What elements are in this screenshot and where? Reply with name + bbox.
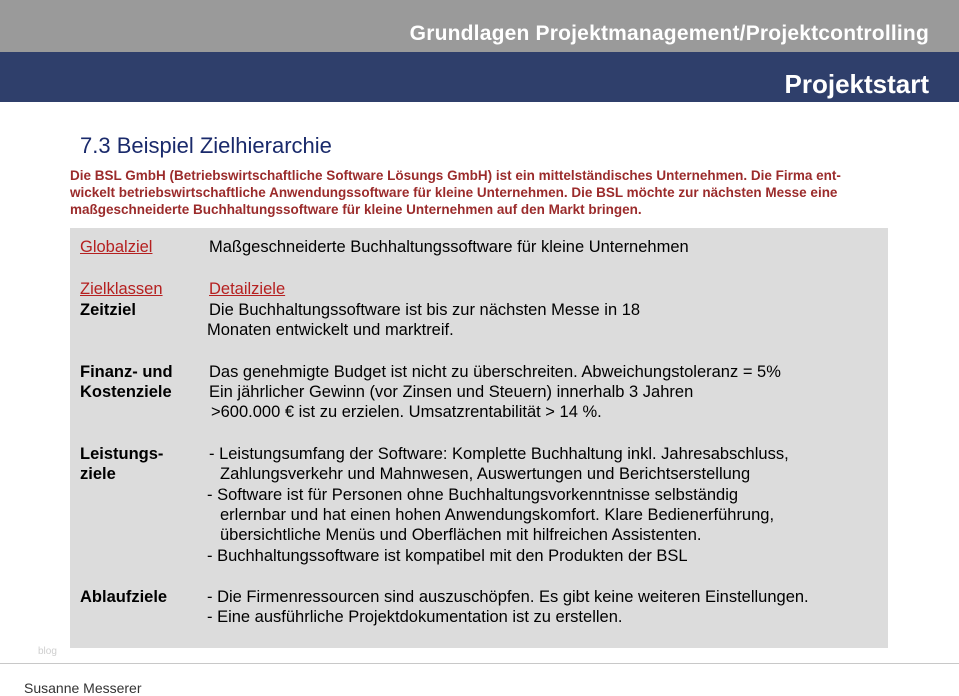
goal-hierarchy-box xyxy=(70,228,888,648)
detailziele-label: Detailziele xyxy=(209,280,286,298)
leistungsziele-line: - Buchhaltungssoftware ist kompatibel mit den Produkten der BSL xyxy=(207,547,688,565)
intro-line: maßgeschneiderte Buchhaltungssoftware für kleine Unternehmen auf den Markt bringen. xyxy=(70,202,642,217)
footer-divider xyxy=(0,663,959,664)
slide-title: Projektstart xyxy=(784,69,929,99)
zielklassen-label: Zielklassen xyxy=(80,280,163,298)
header-top-bar xyxy=(0,0,959,52)
leistungsziele-line: Zahlungsverkehr und Mahnwesen, Auswertungen und Berichtserstellung xyxy=(220,465,751,483)
ablaufziele-label: Ablaufziele xyxy=(80,588,168,606)
leistungsziele-line: - Leistungsumfang der Software: Komplette Buchhaltung inkl. Jahresabschluss, xyxy=(209,445,789,463)
intro-line: wickelt betriebswirtschaftliche Anwendungssoftware für kleine Unternehmen. Die BSL möchte zur nächsten Messe eine xyxy=(70,185,838,200)
leistungsziele-label-line: ziele xyxy=(80,465,116,483)
section-heading: 7.3 Beispiel Zielhierarchie xyxy=(80,133,332,158)
intro-paragraph xyxy=(70,167,930,218)
finanzziele-label-line: Kostenziele xyxy=(80,383,172,401)
finanzziele-line: >600.000 € ist zu erzielen. Umsatzrentabilität > 14 %. xyxy=(211,403,602,421)
leistungsziele-line: erlernbar und hat einen hohen Anwendungskomfort. Klare Bedienerführung, xyxy=(220,506,775,524)
footer-author: Susanne Messerer xyxy=(24,680,142,696)
zeitziel-label: Zeitziel xyxy=(80,301,136,319)
ablaufziele-line: - Die Firmenressourcen sind auszuschöpfen. Es gibt keine weiteren Einstellungen. xyxy=(207,588,809,606)
leistungsziele-label-line: Leistungs- xyxy=(80,445,164,463)
leistungsziele-line: übersichtliche Menüs und Oberflächen mit hilfreichen Assistenten. xyxy=(220,526,702,544)
finanzziele-line: Ein jährlicher Gewinn (vor Zinsen und Steuern) innerhalb 3 Jahren xyxy=(209,383,694,401)
zeitziel-line: Monaten entwickelt und marktreif. xyxy=(207,321,454,339)
ablaufziele-line: - Eine ausführliche Projektdokumentation ist zu erstellen. xyxy=(207,608,623,626)
zeitziel-line: Die Buchhaltungssoftware ist bis zur nächsten Messe in 18 xyxy=(209,301,641,319)
course-subtitle: Grundlagen Projektmanagement/Projektcontrolling xyxy=(409,22,929,45)
intro-line: Die BSL GmbH (Betriebswirtschaftliche Software Lösungs GmbH) ist ein mittelständisches Unternehmen. Die Firma ent- xyxy=(70,168,841,183)
watermark: blog xyxy=(38,646,57,657)
finanzziele-label-line: Finanz- und xyxy=(80,363,173,381)
header-title-band xyxy=(0,52,959,102)
leistungsziele-line: - Software ist für Personen ohne Buchhaltungsvorkenntnisse selbständig xyxy=(207,486,739,504)
finanzziele-line: Das genehmigte Budget ist nicht zu überschreiten. Abweichungstoleranz = 5% xyxy=(209,363,781,381)
globalziel-text: Maßgeschneiderte Buchhaltungssoftware für kleine Unternehmen xyxy=(209,238,689,256)
globalziel-label: Globalziel xyxy=(80,238,153,256)
